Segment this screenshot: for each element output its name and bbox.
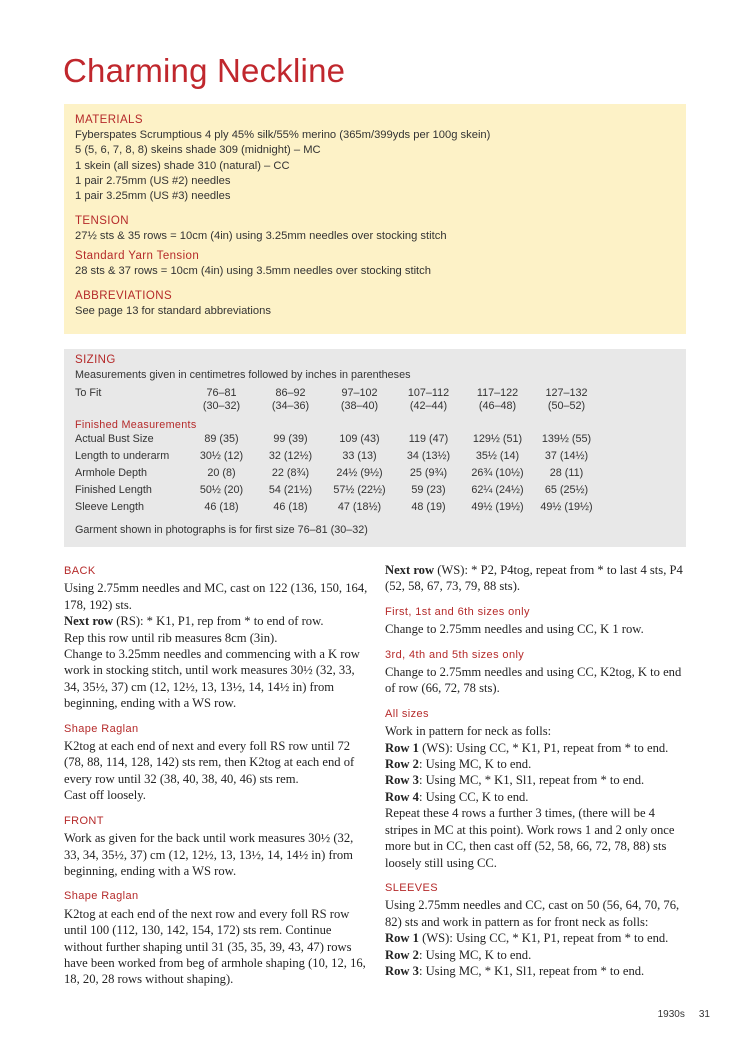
front-heading: FRONT [64,814,104,827]
materials-line: 5 (5, 6, 7, 8, 8) skeins shade 309 (midnight) – MC [75,144,321,157]
tension-heading: TENSION [75,215,129,228]
row-label: Length to underarm [75,450,170,462]
materials-panel [64,104,686,334]
table-cell: 24½ (9½) [336,467,383,479]
paragraph: Change to 2.75mm needles and using CC, K2tog, K to end of row (66, 72, 78 sts). [385,665,682,696]
to-fit-row [75,387,601,417]
table-cell: 30½ (12) [199,450,244,462]
table-cell: 34 (13½) [406,450,451,462]
table-cell: 99 (39) [273,433,308,445]
paragraph: Change to 3.25mm needles and commencing with a K row work in stocking stitch, until work measures 30½ (32, 33, 34, 35½, 37) cm (12, 12½, 13, 13½, 14, 14½ in) from beginning, ending with a WS row. [64,647,360,711]
all-sizes-heading: All sizes [385,707,429,720]
pattern-row: Row 2: Using MC, K to end. [385,947,532,962]
table-cell: 25 (9¾) [409,467,448,479]
table-cell: 46 (18) [273,501,308,513]
materials-line: Fyberspates Scrumptious 4 ply 45% silk/55% merino (365m/399yds per 100g skein) [75,129,491,142]
right-column [385,562,690,979]
table-cell: 48 (19) [411,501,446,513]
table-cell: 46 (18) [204,501,239,513]
page-footer [658,1009,710,1020]
to-fit-cell: 107–112 (42–44) [407,387,450,412]
paragraph: Next row (RS): * K1, P1, rep from * to end of row. [64,614,324,629]
tension-text: 27½ sts & 35 rows = 10cm (4in) using 3.25mm needles over stocking stitch [75,230,447,243]
table-cell: 54 (21½) [268,484,313,496]
paragraph: Repeat these 4 rows a further 3 times, (there will be 4 stripes in MC at this point). Work rows 1 and 2 only once more but in CC, then cast off (52, 58, 66, 72, 78, 88) sts loosely still using CC. [385,806,675,870]
paragraph: Next row (WS): * P2, P4tog, repeat from * to last 4 sts, P4 (52, 58, 67, 73, 79, 88 sts). [385,563,683,594]
paragraph: Cast off loosely. [64,788,146,803]
sizing-heading: SIZING [75,354,116,366]
to-fit-cell: 76–81 (30–32) [202,387,241,412]
table-cell: 32 (12½) [268,450,313,462]
materials-line: 1 pair 2.75mm (US #2) needles [75,174,231,187]
table-cell: 89 (35) [204,433,239,445]
table-cell: 49½ (19½) [471,501,524,513]
page-number: 31 [698,1009,710,1020]
table-cell: 20 (8) [207,467,236,479]
table-cell: 129½ (51) [472,433,523,445]
sizes-3-4-5-heading: 3rd, 4th and 5th sizes only [385,648,525,661]
abbreviations-heading: ABBREVIATIONS [75,290,173,303]
page-title: Charming Neckline [63,52,346,89]
pattern-row: Row 1 (WS): Using CC, * K1, P1, repeat from * to end. [385,931,669,946]
table-cell: 26¾ (10½) [471,467,524,479]
table-row [75,433,601,450]
table-cell: 49½ (19½) [540,501,593,513]
table-cell: 22 (8¾) [271,467,310,479]
table-row [75,450,601,467]
table-cell: 57½ (22½) [333,484,386,496]
left-column [64,563,369,988]
sizing-table [75,387,601,518]
paragraph: Using 2.75mm needles and MC, cast on 122 (136, 150, 164, 178, 192) sts. [64,581,368,612]
sizing-panel [64,349,686,547]
table-cell: 65 (25½) [544,484,589,496]
materials-line: 1 skein (all sizes) shade 310 (natural) – CC [75,159,290,172]
to-fit-cell: 127–132 (50–52) [545,387,588,412]
table-row [75,501,601,518]
abbreviations-text: See page 13 for standard abbreviations [75,305,271,318]
standard-tension-text: 28 sts & 37 rows = 10cm (4in) using 3.5mm needles over stocking stitch [75,264,431,277]
footer-section: 1930s [657,1009,685,1020]
table-cell: 33 (13) [342,450,377,462]
sleeves-heading: SLEEVES [385,881,438,894]
materials-line: 1 pair 3.25mm (US #3) needles [75,190,231,203]
row-label: Actual Bust Size [75,433,154,445]
materials-heading: MATERIALS [75,114,143,126]
table-cell: 139½ (55) [541,433,592,445]
paragraph: K2tog at each end of next and every foll RS row until 72 (78, 88, 114, 128, 142) sts rem, then K2tog at each end of every row until 32 (38, 40, 38, 40, 46) sts rem. [64,739,355,786]
table-cell: 37 (14½) [544,450,589,462]
sizes-1-6-heading: First, 1st and 6th sizes only [385,605,530,618]
to-fit-cell: 86–92 (34–36) [271,387,310,412]
table-cell: 50½ (20) [199,484,244,496]
sizing-intro: Measurements given in centimetres followed by inches in parentheses [75,369,411,381]
table-cell: 119 (47) [408,433,449,445]
to-fit-label: To Fit [75,387,102,399]
row-label: Armhole Depth [75,467,148,479]
to-fit-cell: 97–102 (38–40) [340,387,379,412]
pattern-row: Row 1 (WS): Using CC, * K1, P1, repeat from * to end. [385,740,669,755]
pattern-row: Row 2: Using MC, K to end. [385,757,532,772]
pattern-row: Row 4: Using CC, K to end. [385,789,529,804]
table-cell: 109 (43) [339,433,380,445]
table-cell: 47 (18½) [337,501,382,513]
pattern-row: Row 3: Using MC, * K1, Sl1, repeat from * to end. [385,963,645,978]
finished-measurements-heading: Finished Measurements [75,419,197,431]
table-cell: 35½ (14) [475,450,520,462]
pattern-row: Row 3: Using MC, * K1, Sl1, repeat from * to end. [385,773,645,788]
paragraph: K2tog at each end of the next row and every foll RS row until 100 (112, 130, 142, 154, 172) sts rem. Continue without further shaping until 31 (35, 35, 39, 43, 47) rows have been worked from beg of armhole shaping (10, 12, 16, 18, 20, 28 rows without shaping). [64,906,366,987]
row-label: Sleeve Length [75,501,145,513]
table-row [75,467,601,484]
paragraph: Change to 2.75mm needles and using CC, K 1 row. [385,622,644,637]
back-heading: BACK [64,565,96,577]
table-cell: 59 (23) [411,484,446,496]
shape-raglan-heading: Shape Raglan [64,890,139,903]
standard-tension-heading: Standard Yarn Tension [75,249,200,262]
paragraph: Work in pattern for neck as folls: [385,724,552,739]
table-cell: 62¼ (24½) [471,484,524,496]
finished-heading-row [75,417,601,433]
row-label: Finished Length [75,484,152,496]
table-row [75,484,601,501]
paragraph: Using 2.75mm needles and CC, cast on 50 (56, 64, 70, 76, 82) sts and work in pattern as for front neck as folls: [385,898,680,929]
paragraph: Work as given for the back until work measures 30½ (32, 33, 34, 35½, 37) cm (12, 12½, 13, 13½, 14, 14½ in) from beginning, ending with a WS row. [64,831,354,878]
to-fit-cell: 117–122 (46–48) [476,387,519,412]
shape-raglan-heading: Shape Raglan [64,722,139,735]
table-cell: 28 (11) [549,467,584,479]
paragraph: Rep this row until rib measures 8cm (3in). [64,630,278,645]
sizing-note: Garment shown in photographs is for first size 76–81 (30–32) [75,524,368,536]
